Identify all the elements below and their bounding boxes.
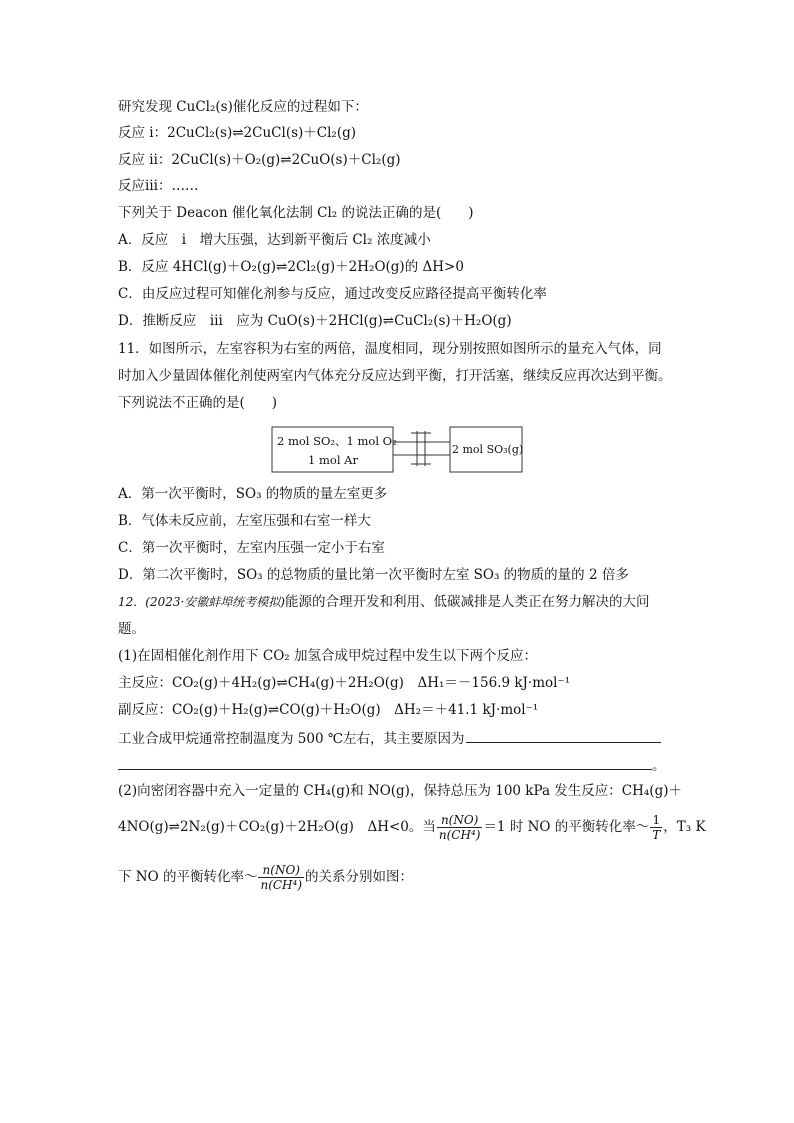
part-2-line3 — [118, 862, 413, 892]
answer-blank-2[interactable] — [118, 755, 652, 770]
reaction-ii: 反应 ⅱ：2CuCl(s)＋O₂(g)⇌2CuO(s)＋Cl₂(g) — [118, 152, 401, 168]
ratio-fraction — [437, 813, 483, 842]
question-11-line3: 下列说法不正确的是( ) — [118, 395, 278, 411]
ratio-numerator-2: n(NO) — [258, 863, 304, 878]
main-reaction: 主反应：CO₂(g)＋4H₂(g)⇌CH₄(g)＋2H₂O(g) ΔH₁＝－156.9 kJ·mol⁻¹ — [118, 675, 570, 691]
question-stem: 下列关于 Deacon 催化氧化法制 Cl₂ 的说法正确的是( ) — [118, 205, 474, 221]
conversion-text: ＝1 时 NO 的平衡转化率～ — [483, 819, 650, 835]
relation-text: 下 NO 的平衡转化率～ — [118, 869, 258, 885]
option-d: D．推断反应 ⅲ 应为 CuO(s)＋2HCl(g)⇌CuCl₂(s)＋H₂O(g) — [118, 313, 512, 329]
q11-option-c: C．第一次平衡时，左室内压强一定小于右室 — [118, 540, 385, 556]
left-chamber-line2: 1 mol Ar — [308, 453, 358, 467]
reaction-i: 反应 ⅰ：2CuCl₂(s)⇌2CuCl(s)＋Cl₂(g) — [118, 125, 357, 141]
inverse-denominator: T — [652, 828, 661, 842]
answer-blank-1[interactable] — [466, 728, 661, 743]
apparatus-diagram — [271, 425, 525, 475]
left-chamber-line1: 2 mol SO₂、1 mol O₂ — [277, 434, 397, 448]
part-2-line1: (2)向密闭容器中充入一定量的 CH₄(g)和 NO(g)，保持总压为 100 kPa 发生反应：CH₄(g)＋ — [118, 783, 682, 799]
no-reaction: 4NO(g)⇌2N₂(g)＋CO₂(g)＋2H₂O(g) ΔH<0。当 — [118, 819, 436, 835]
inverse-numerator: 1 — [650, 813, 662, 828]
right-chamber-label: 2 mol SO₃(g) — [452, 443, 524, 456]
side-reaction: 副反应：CO₂(g)＋H₂(g)⇌CO(g)＋H₂O(g) ΔH₂＝＋41.1 kJ·mol⁻¹ — [118, 702, 539, 718]
answer-line-2 — [118, 755, 666, 775]
text-line: 研究发现 CuCl₂(s)催化反应的过程如下： — [118, 99, 368, 115]
q11-option-b: B．气体未反应前，左室压强和右室一样大 — [118, 513, 371, 529]
ratio-numerator: n(NO) — [437, 813, 483, 828]
answer-end-mark: 。 — [652, 758, 666, 774]
q11-option-d: D．第二次平衡时，SO₃ 的总物质的量比第一次平衡时左室 SO₃ 的物质的量的 2 倍多 — [118, 567, 629, 583]
ratio-denominator: n(CH⁴) — [438, 828, 481, 842]
option-b: B．反应 4HCl(g)＋O₂(g)⇌2Cl₂(g)＋2H₂O(g)的 ΔH>0 — [118, 259, 464, 275]
question-source: 12．(2023·安徽蚌埠统考模拟) — [118, 595, 285, 609]
part-2-line2 — [118, 812, 706, 842]
question-12-line1 — [118, 593, 650, 611]
part-1-intro: (1)在固相催化剂作用下 CO₂ 加氢合成甲烷过程中发生以下两个反应： — [118, 648, 538, 664]
question-11-line1: 11．如图所示，左室容积为右室的两倍，温度相同，现分别按照如图所示的量充入气体，同 — [118, 341, 662, 357]
question-12-line2: 题。 — [118, 621, 145, 637]
ratio-denominator-2: n(CH⁴) — [260, 878, 303, 892]
ratio-fraction-2 — [258, 863, 304, 892]
q11-option-a: A．第一次平衡时，SO₃ 的物质的量左室更多 — [118, 486, 388, 502]
temperature-question-text: 工业合成甲烷通常控制温度为 500 ℃左右，其主要原因为 — [118, 731, 465, 747]
temperature-label: ，T₃ K — [663, 819, 706, 835]
reaction-iii: 反应ⅲ：…… — [118, 178, 199, 194]
relation-end: 的关系分别如图： — [305, 869, 414, 885]
option-a: A．反应 ⅰ 增大压强，达到新平衡后 Cl₂ 浓度减小 — [118, 232, 431, 248]
option-c: C．由反应过程可知催化剂参与反应，通过改变反应路径提高平衡转化率 — [118, 286, 547, 302]
inverse-temperature-fraction — [650, 813, 662, 842]
question-11-line2: 时加入少量固体催化剂使两室内气体充分反应达到平衡，打开活塞，继续反应再次达到平衡。 — [118, 368, 672, 384]
temperature-question — [118, 728, 661, 748]
question-12-text: 能源的合理开发和利用、低碳减排是人类正在努力解决的大问 — [285, 594, 650, 610]
